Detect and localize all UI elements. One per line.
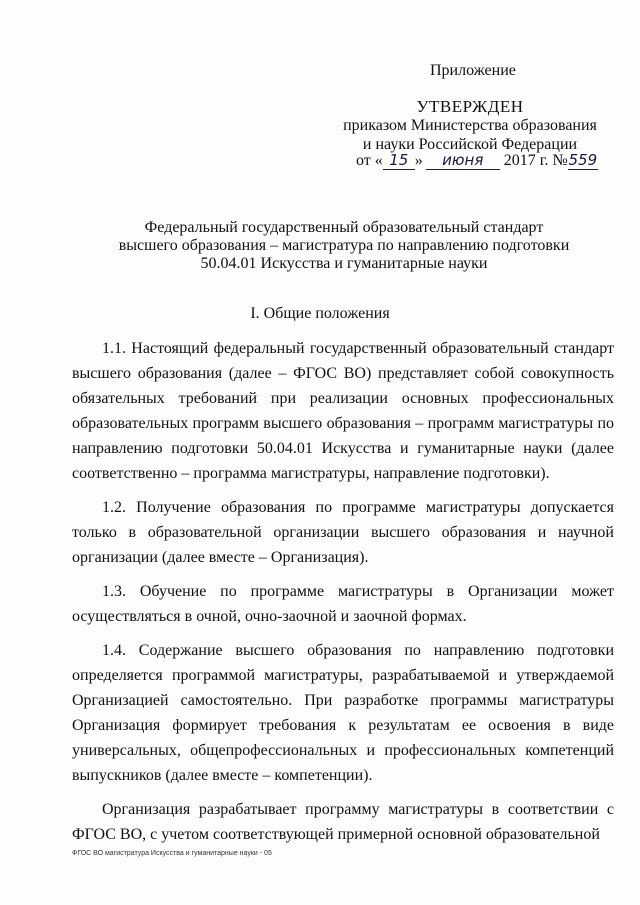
approval-block [330,97,610,154]
order-line-1: приказом Министерства образования [343,117,597,134]
title-line-3: 50.04.01 Искусства и гуманитарные науки [200,255,488,272]
order-quote-close: » [414,152,423,169]
order-year: 2017 г. № [503,152,568,169]
order-day-handwritten: 15 [383,151,415,170]
order-number-handwritten: 559 [568,151,598,169]
paragraph-1-1: 1.1. Настоящий федеральный государственный образовательный стандарт высшего образования (далее – ФГОС ВО) представляет собой совокупность обязательных требований при реализации основных профессиональных образовательных программ высшего образования – программ магистратуры по направлению подготовки 50.04.01 Искусства и гуманитарные науки (далее соответственно – программа магистратуры, направление подготовки). [72,340,614,482]
paragraph-1-3: 1.3. Обучение по программе магистратуры в Организации может осуществляться в очной, очно-заочной и заочной формах. [72,583,614,625]
document-title [80,219,608,273]
title-line-1: Федеральный государственный образовательный стандарт [144,219,544,236]
approved-stamp: УТВЕРЖДЕН [416,97,524,116]
order-prefix: от « [356,152,383,169]
appendix-label: Приложение [430,62,516,79]
body-text [72,336,614,856]
paragraph-1-4: 1.4. Содержание высшего образования по направлению подготовки определяется программой магистратуры, разрабатываемой и утверждаемой Организацией самостоятельно. При разработке программы магистратуры Организация формирует требования к результатам ее освоения в виде универсальных, общепрофессиональных и профессиональных компетенций выпускников (далее вместе – компетенции). [72,642,614,784]
section-heading: I. Общие положения [250,305,390,322]
order-month-handwritten: июня [426,151,500,170]
order-line-2: и науки Российской Федерации [362,136,578,153]
paragraph-1-2: 1.2. Получение образования по программе магистратуры допускается только в образовательной организации высшего образования и научной организации (далее вместе – Организация). [72,499,614,566]
title-line-2: высшего образования – магистратура по направлению подготовки [118,237,570,254]
paragraph-continuation: Организация разрабатывает программу магистратуры в соответствии с ФГОС ВО, с учетом соответствующей примерной основной образовательной [72,801,614,843]
page-footer: ФГОС ВО магистратура Искусства и гуманитарные науки - 05 [72,850,272,857]
order-date-line [356,151,598,170]
